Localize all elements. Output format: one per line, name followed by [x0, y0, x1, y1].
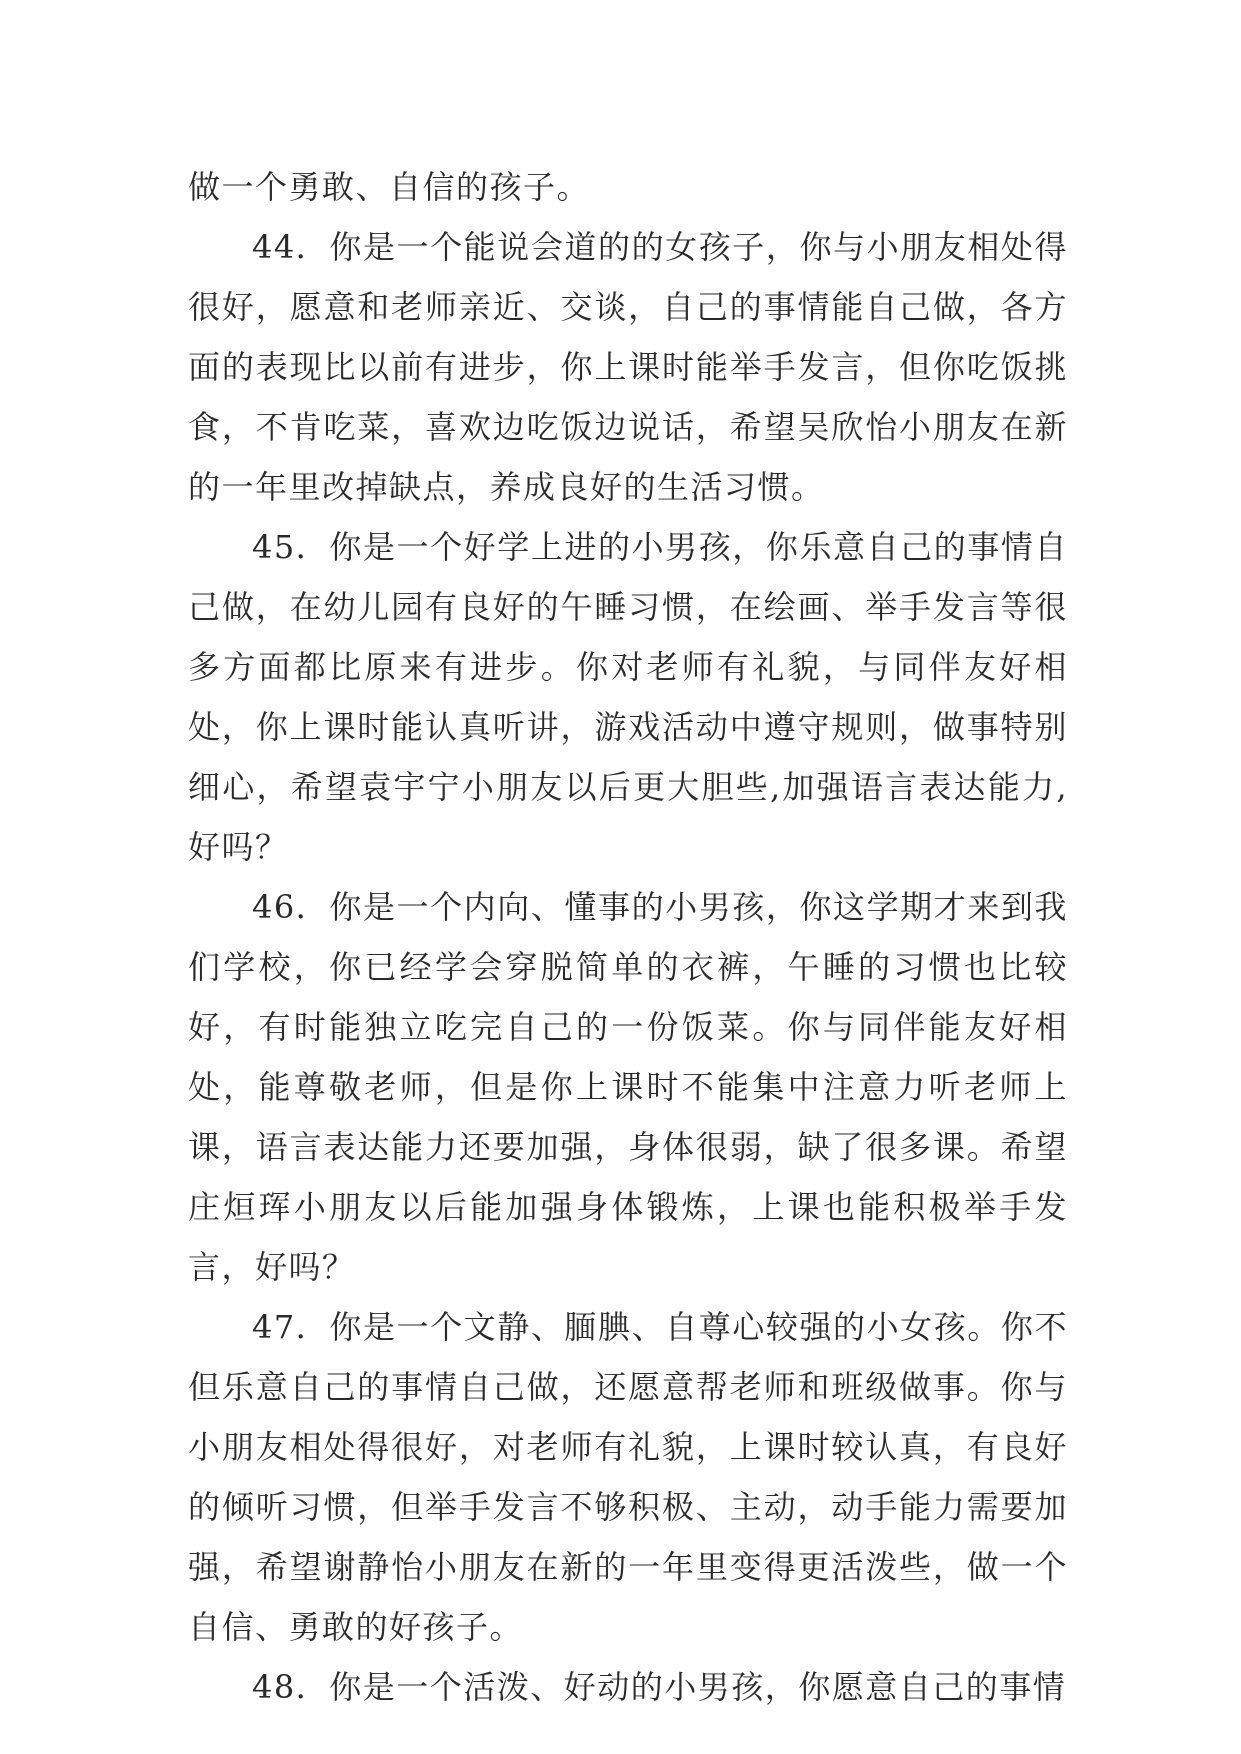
paragraph-item-44: 44．你是一个能说会道的的女孩子，你与小朋友相处得很好，愿意和老师亲近、交谈，自己的事情能自己做，各方面的表现比以前有进步，你上课时能举手发言，但你吃饭挑食，不肯吃菜，喜欢边吃饭边说话，希望吴欣怡小朋友在新的一年里改掉缺点，养成良好的生活习惯。 — [188, 228, 1068, 506]
paragraph-item-47: 47．你是一个文静、腼腆、自尊心较强的小女孩。你不但乐意自己的事情自己做，还愿意帮老师和班级做事。你与小朋友相处得很好，对老师有礼貌，上课时较认真，有良好的倾听习惯，但举手发言不够积极、主动，动手能力需要加强，希望谢静怡小朋友在新的一年里变得更活泼些，做一个自信、勇敢的好孩子。 — [188, 1308, 1068, 1646]
paragraph-item-46: 46．你是一个内向、懂事的小男孩，你这学期才来到我们学校，你已经学会穿脱简单的衣裤，午睡的习惯也比较好，有时能独立吃完自己的一份饭菜。你与同伴能友好相处，能尊敬老师，但是你上课时不能集中注意力听老师上课，语言表达能力还要加强，身体很弱，缺了很多课。希望庄烜珲小朋友以后能加强身体锻炼，上课也能积极举手发言，好吗？ — [188, 888, 1068, 1286]
paragraph-item-48: 48．你是一个活泼、好动的小男孩，你愿意自己的事情 — [252, 1668, 1067, 1706]
paragraph-continuation: 做一个勇敢、自信的孩子。 — [188, 168, 591, 206]
document-body — [188, 157, 1068, 1717]
paragraph-item-45: 45．你是一个好学上进的小男孩，你乐意自己的事情自己做，在幼儿园有良好的午睡习惯，在绘画、举手发言等很多方面都比原来有进步。你对老师有礼貌，与同伴友好相处，你上课时能认真听讲，游戏活动中遵守规则，做事特别细心，希望袁宇宁小朋友以后更大胆些,加强语言表达能力,好吗？ — [188, 528, 1068, 866]
